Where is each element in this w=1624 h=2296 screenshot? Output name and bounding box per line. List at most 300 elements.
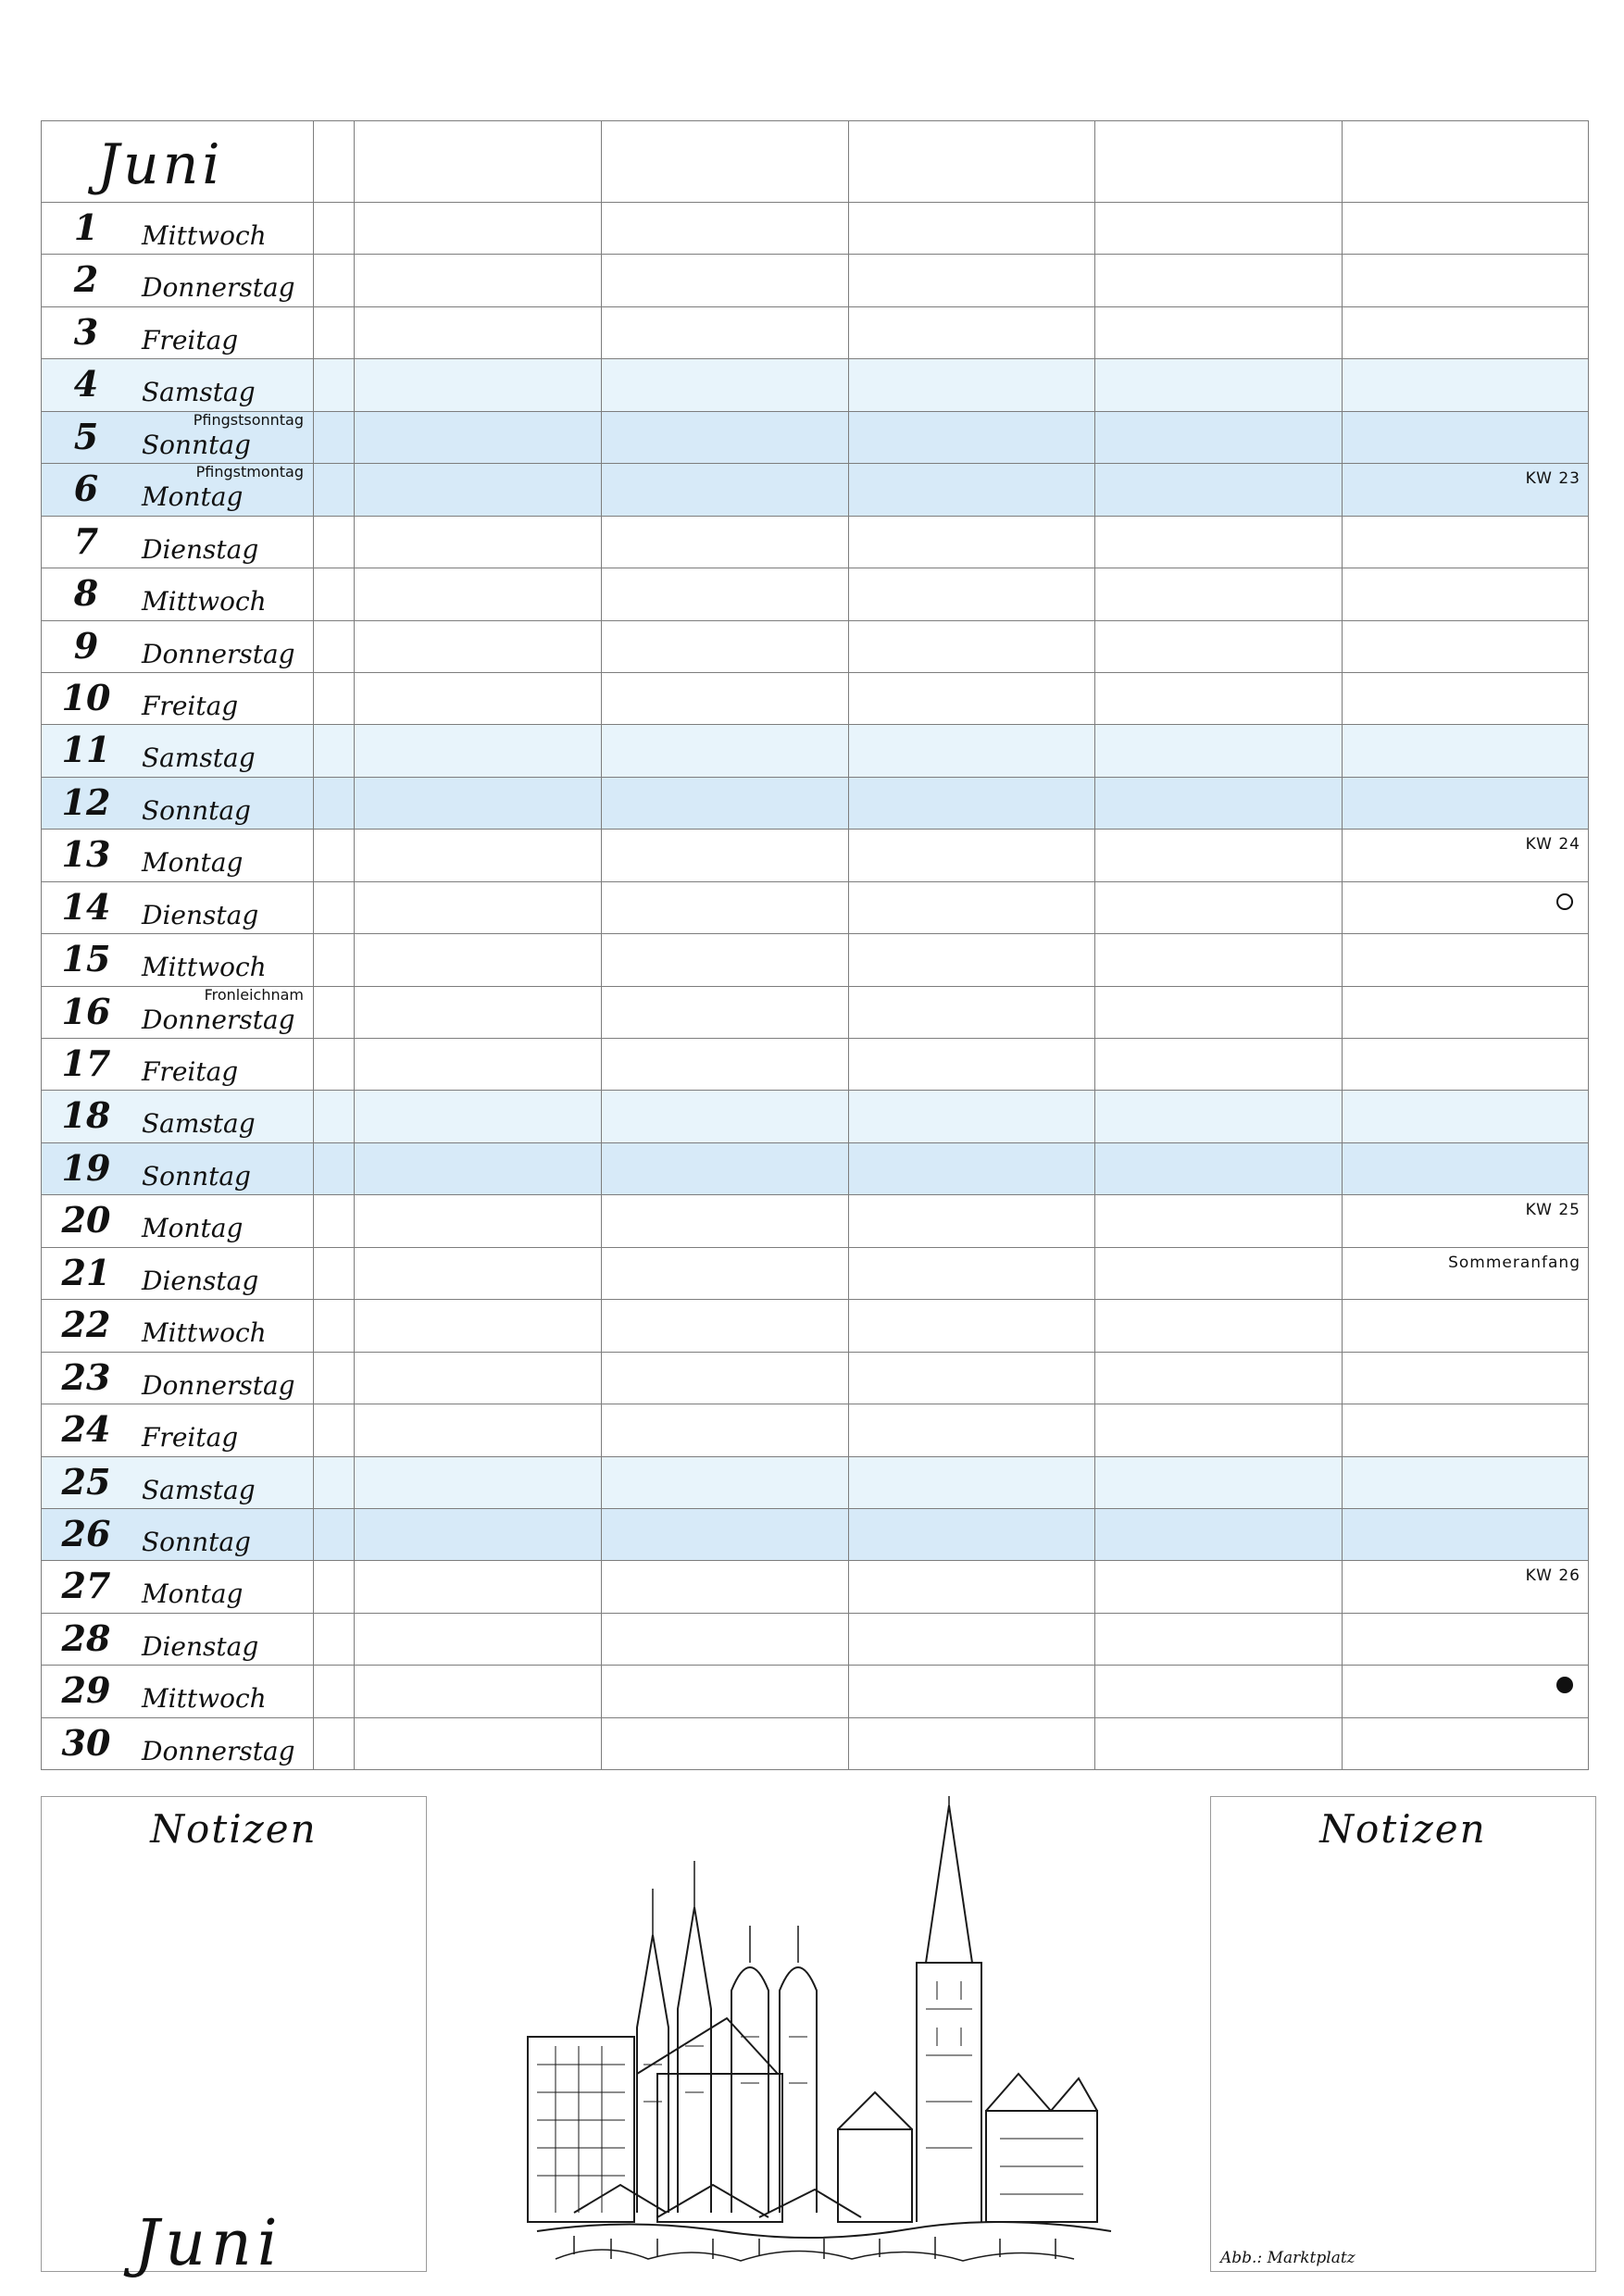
- mini-cell[interactable]: [314, 255, 355, 306]
- entry-cell-5[interactable]: [1343, 359, 1588, 410]
- entry-cell-1[interactable]: [355, 1457, 602, 1508]
- entry-cell-2[interactable]: [602, 1300, 849, 1351]
- entry-cell-2[interactable]: [602, 725, 849, 776]
- entry-cell-1[interactable]: [355, 1248, 602, 1299]
- calendar-week-label: KW 25: [1525, 1201, 1580, 1220]
- entry-cell-3[interactable]: [849, 1457, 1096, 1508]
- mini-cell[interactable]: [314, 1404, 355, 1455]
- weekday-name: Montag: [142, 481, 244, 513]
- entry-cell-3[interactable]: [849, 1666, 1096, 1716]
- entry-cell-5[interactable]: [1343, 1353, 1588, 1404]
- day-number: 13: [61, 833, 111, 876]
- entry-cell-4[interactable]: [1095, 1509, 1343, 1560]
- entry-cell-3[interactable]: [849, 934, 1096, 985]
- weekday-name: Samstag: [142, 742, 256, 774]
- entry-cell-1[interactable]: [355, 1353, 602, 1404]
- mini-cell[interactable]: [314, 464, 355, 515]
- day-number: 18: [61, 1094, 111, 1137]
- mini-cell[interactable]: [314, 987, 355, 1038]
- mini-cell[interactable]: [314, 673, 355, 724]
- mini-cell[interactable]: [314, 1091, 355, 1142]
- weekday-name: Mittwoch: [142, 952, 267, 983]
- entry-cell-5[interactable]: [1343, 307, 1588, 358]
- day-number: 12: [61, 780, 111, 823]
- entry-cell-4[interactable]: [1095, 621, 1343, 672]
- column-header-4[interactable]: [1095, 121, 1343, 202]
- entry-cell-5[interactable]: [1343, 621, 1588, 672]
- entry-cell-4[interactable]: [1095, 203, 1343, 254]
- entry-cell-1[interactable]: [355, 1039, 602, 1090]
- entry-cell-2[interactable]: [602, 882, 849, 933]
- day-row: [42, 1039, 1588, 1091]
- mini-cell[interactable]: [314, 359, 355, 410]
- day-label-cell: [42, 1404, 314, 1455]
- day-number: 22: [61, 1304, 111, 1346]
- entry-cell-3[interactable]: [849, 1718, 1096, 1769]
- mini-cell[interactable]: [314, 1614, 355, 1665]
- entry-cell-1[interactable]: [355, 778, 602, 829]
- day-number: 11: [61, 729, 111, 771]
- holiday-label: Pfingstsonntag: [193, 410, 304, 429]
- day-label-cell: [42, 1039, 314, 1090]
- entry-cell-3[interactable]: [849, 830, 1096, 880]
- entry-cell-4[interactable]: [1095, 359, 1343, 410]
- entry-cell-5[interactable]: [1343, 1561, 1588, 1612]
- entry-cell-4[interactable]: [1095, 568, 1343, 619]
- weekday-name: Sonntag: [142, 429, 251, 460]
- holiday-label: Fronleichnam: [204, 985, 304, 1004]
- entry-cell-2[interactable]: [602, 1143, 849, 1194]
- entry-cell-1[interactable]: [355, 987, 602, 1038]
- entry-cell-2[interactable]: [602, 203, 849, 254]
- entry-cell-4[interactable]: [1095, 1248, 1343, 1299]
- entry-cell-2[interactable]: [602, 673, 849, 724]
- entry-cell-3[interactable]: [849, 255, 1096, 306]
- day-label-cell: [42, 1509, 314, 1560]
- mini-cell[interactable]: [314, 882, 355, 933]
- marketplace-illustration: [518, 1796, 1139, 2277]
- entry-cell-3[interactable]: [849, 882, 1096, 933]
- day-label-cell: [42, 1143, 314, 1194]
- entry-cell-2[interactable]: [602, 1718, 849, 1769]
- entry-cell-1[interactable]: [355, 359, 602, 410]
- weekday-name: Donnerstag: [142, 272, 295, 304]
- calendar-header-row: [42, 121, 1588, 203]
- day-number: 10: [61, 676, 111, 718]
- entry-cell-2[interactable]: [602, 830, 849, 880]
- mini-cell[interactable]: [314, 568, 355, 619]
- entry-cell-2[interactable]: [602, 1091, 849, 1142]
- entry-cell-4[interactable]: [1095, 882, 1343, 933]
- day-number: 24: [61, 1408, 111, 1451]
- day-row: [42, 307, 1588, 359]
- day-label-cell: [42, 1091, 314, 1142]
- entry-cell-5[interactable]: [1343, 568, 1588, 619]
- weekday-name: Freitag: [142, 1056, 239, 1087]
- entry-cell-1[interactable]: [355, 1404, 602, 1455]
- entry-cell-1[interactable]: [355, 830, 602, 880]
- day-label-cell: [42, 464, 314, 515]
- entry-cell-1[interactable]: [355, 203, 602, 254]
- mini-cell[interactable]: [314, 1561, 355, 1612]
- mini-cell[interactable]: [314, 1718, 355, 1769]
- day-label-cell: [42, 1561, 314, 1612]
- day-number: 23: [61, 1355, 111, 1398]
- day-number: 3: [73, 310, 99, 353]
- day-number: 8: [73, 572, 99, 615]
- weekday-name: Sonntag: [142, 1160, 251, 1192]
- entry-cell-4[interactable]: [1095, 987, 1343, 1038]
- entry-cell-1[interactable]: [355, 1300, 602, 1351]
- mini-cell[interactable]: [314, 1039, 355, 1090]
- entry-cell-2[interactable]: [602, 1353, 849, 1404]
- weekday-name: Freitag: [142, 324, 239, 356]
- day-number: 2: [73, 258, 99, 301]
- entry-cell-5[interactable]: [1343, 934, 1588, 985]
- entry-cell-2[interactable]: [602, 1666, 849, 1716]
- day-row: [42, 1718, 1588, 1770]
- entry-cell-1[interactable]: [355, 255, 602, 306]
- day-row: [42, 725, 1588, 777]
- entry-cell-2[interactable]: [602, 412, 849, 463]
- entry-cell-3[interactable]: [849, 1143, 1096, 1194]
- entry-cell-2[interactable]: [602, 359, 849, 410]
- weekday-name: Montag: [142, 1578, 244, 1610]
- weekday-name: Donnerstag: [142, 1369, 295, 1401]
- entry-cell-4[interactable]: [1095, 1614, 1343, 1665]
- entry-cell-1[interactable]: [355, 934, 602, 985]
- entry-cell-1[interactable]: [355, 412, 602, 463]
- entry-cell-5[interactable]: [1343, 1143, 1588, 1194]
- day-label-cell: [42, 830, 314, 880]
- entry-cell-1[interactable]: [355, 517, 602, 568]
- entry-cell-4[interactable]: [1095, 934, 1343, 985]
- notes-box-right[interactable]: [1210, 1796, 1596, 2272]
- mini-cell[interactable]: [314, 1509, 355, 1560]
- entry-cell-2[interactable]: [602, 1509, 849, 1560]
- day-row: [42, 1195, 1588, 1247]
- entry-cell-3[interactable]: [849, 1248, 1096, 1299]
- entry-cell-4[interactable]: [1095, 1666, 1343, 1716]
- day-number: 27: [61, 1565, 111, 1607]
- entry-cell-1[interactable]: [355, 621, 602, 672]
- entry-cell-3[interactable]: [849, 568, 1096, 619]
- entry-cell-1[interactable]: [355, 725, 602, 776]
- day-number: 4: [73, 363, 99, 406]
- entry-cell-5[interactable]: [1343, 673, 1588, 724]
- day-label-cell: [42, 1457, 314, 1508]
- entry-cell-4[interactable]: [1095, 1143, 1343, 1194]
- entry-cell-1[interactable]: [355, 568, 602, 619]
- entry-cell-4[interactable]: [1095, 1404, 1343, 1455]
- day-row: [42, 882, 1588, 934]
- entry-cell-2[interactable]: [602, 1561, 849, 1612]
- day-row: [42, 1091, 1588, 1142]
- entry-cell-1[interactable]: [355, 1143, 602, 1194]
- day-number: 7: [73, 519, 99, 562]
- mini-cell[interactable]: [314, 203, 355, 254]
- day-number: 6: [73, 468, 99, 510]
- day-row: [42, 517, 1588, 568]
- entry-cell-3[interactable]: [849, 725, 1096, 776]
- notes-title-left: Notizen: [150, 1806, 318, 1852]
- day-number: 9: [73, 624, 99, 667]
- entry-cell-2[interactable]: [602, 1404, 849, 1455]
- entry-cell-5[interactable]: [1343, 1039, 1588, 1090]
- day-row: [42, 934, 1588, 986]
- entry-cell-5[interactable]: [1343, 1614, 1588, 1665]
- day-label-cell: [42, 1718, 314, 1769]
- month-cell: [42, 121, 314, 202]
- entry-cell-3[interactable]: [849, 517, 1096, 568]
- entry-cell-4[interactable]: [1095, 1091, 1343, 1142]
- entry-cell-5[interactable]: [1343, 778, 1588, 829]
- day-row: [42, 621, 1588, 673]
- mini-cell[interactable]: [314, 517, 355, 568]
- day-label-cell: [42, 1353, 314, 1404]
- entry-cell-5[interactable]: [1343, 987, 1588, 1038]
- entry-cell-2[interactable]: [602, 517, 849, 568]
- day-label-cell: [42, 517, 314, 568]
- column-header-1[interactable]: [355, 121, 602, 202]
- entry-cell-5[interactable]: [1343, 1195, 1588, 1246]
- entry-cell-2[interactable]: [602, 568, 849, 619]
- mini-cell[interactable]: [314, 934, 355, 985]
- entry-cell-5[interactable]: [1343, 830, 1588, 880]
- calendar-week-label: KW 23: [1525, 469, 1580, 489]
- entry-cell-4[interactable]: [1095, 1457, 1343, 1508]
- entry-cell-1[interactable]: [355, 1195, 602, 1246]
- weekday-name: Freitag: [142, 690, 239, 721]
- day-label-cell: [42, 934, 314, 985]
- column-header-3[interactable]: [849, 121, 1096, 202]
- day-number: 29: [61, 1669, 111, 1712]
- entry-cell-4[interactable]: [1095, 673, 1343, 724]
- entry-cell-2[interactable]: [602, 778, 849, 829]
- entry-cell-5[interactable]: [1343, 882, 1588, 933]
- mini-cell[interactable]: [314, 1143, 355, 1194]
- day-row: [42, 1248, 1588, 1300]
- day-label-cell: [42, 568, 314, 619]
- entry-cell-1[interactable]: [355, 1718, 602, 1769]
- entry-cell-4[interactable]: [1095, 1561, 1343, 1612]
- day-number: 25: [61, 1460, 111, 1503]
- day-row: [42, 987, 1588, 1039]
- entry-cell-3[interactable]: [849, 1404, 1096, 1455]
- entry-cell-1[interactable]: [355, 1614, 602, 1665]
- entry-cell-3[interactable]: [849, 621, 1096, 672]
- day-label-cell: [42, 203, 314, 254]
- entry-cell-1[interactable]: [355, 882, 602, 933]
- column-header-2[interactable]: [602, 121, 849, 202]
- mini-cell[interactable]: [314, 1195, 355, 1246]
- entry-cell-3[interactable]: [849, 1300, 1096, 1351]
- entry-cell-1[interactable]: [355, 1561, 602, 1612]
- entry-cell-3[interactable]: [849, 778, 1096, 829]
- day-row: [42, 1666, 1588, 1717]
- day-number: 21: [61, 1251, 111, 1293]
- entry-cell-1[interactable]: [355, 464, 602, 515]
- entry-cell-5[interactable]: [1343, 1404, 1588, 1455]
- entry-cell-3[interactable]: [849, 987, 1096, 1038]
- entry-cell-5[interactable]: [1343, 412, 1588, 463]
- weekday-name: Mittwoch: [142, 586, 267, 618]
- mini-cell[interactable]: [314, 1666, 355, 1716]
- entry-cell-5[interactable]: [1343, 464, 1588, 515]
- entry-cell-2[interactable]: [602, 1195, 849, 1246]
- entry-cell-4[interactable]: [1095, 464, 1343, 515]
- entry-cell-1[interactable]: [355, 673, 602, 724]
- day-row: [42, 255, 1588, 306]
- calendar-week-label: KW 26: [1525, 1566, 1580, 1586]
- entry-cell-1[interactable]: [355, 1509, 602, 1560]
- mini-column-header[interactable]: [314, 121, 355, 202]
- weekday-name: Samstag: [142, 1474, 256, 1505]
- day-label-cell: [42, 359, 314, 410]
- day-label-cell: [42, 621, 314, 672]
- day-label-cell: [42, 673, 314, 724]
- day-row: [42, 1404, 1588, 1456]
- mini-cell[interactable]: [314, 1300, 355, 1351]
- entry-cell-3[interactable]: [849, 203, 1096, 254]
- entry-cell-4[interactable]: [1095, 307, 1343, 358]
- entry-cell-3[interactable]: [849, 1509, 1096, 1560]
- day-label-cell: [42, 725, 314, 776]
- column-header-5[interactable]: [1343, 121, 1588, 202]
- weekday-name: Freitag: [142, 1422, 239, 1454]
- mini-cell[interactable]: [314, 778, 355, 829]
- entry-cell-4[interactable]: [1095, 255, 1343, 306]
- entry-cell-4[interactable]: [1095, 1039, 1343, 1090]
- day-row: [42, 359, 1588, 411]
- weekday-name: Donnerstag: [142, 1735, 295, 1766]
- full-moon-icon: [1556, 1677, 1573, 1693]
- day-row: [42, 778, 1588, 830]
- day-row: [42, 830, 1588, 881]
- entry-cell-3[interactable]: [849, 1039, 1096, 1090]
- entry-cell-4[interactable]: [1095, 1718, 1343, 1769]
- day-row: [42, 1353, 1588, 1404]
- calendar-grid: [41, 120, 1589, 1770]
- entry-cell-5[interactable]: [1343, 725, 1588, 776]
- entry-cell-4[interactable]: [1095, 1353, 1343, 1404]
- day-label-cell: [42, 412, 314, 463]
- new-moon-icon: [1556, 893, 1573, 910]
- entry-cell-3[interactable]: [849, 1091, 1096, 1142]
- entry-cell-2[interactable]: [602, 1457, 849, 1508]
- mini-cell[interactable]: [314, 307, 355, 358]
- day-number: 28: [61, 1616, 111, 1659]
- entry-cell-5[interactable]: [1343, 1300, 1588, 1351]
- weekday-name: Montag: [142, 847, 244, 879]
- entry-cell-2[interactable]: [602, 934, 849, 985]
- entry-cell-4[interactable]: [1095, 517, 1343, 568]
- entry-cell-3[interactable]: [849, 412, 1096, 463]
- mini-cell[interactable]: [314, 1457, 355, 1508]
- weekday-name: Dienstag: [142, 533, 259, 565]
- calendar-week-label: KW 24: [1525, 835, 1580, 855]
- mini-cell[interactable]: [314, 621, 355, 672]
- mini-cell[interactable]: [314, 830, 355, 880]
- entry-cell-4[interactable]: [1095, 1195, 1343, 1246]
- holiday-label: Pfingstmontag: [195, 463, 304, 481]
- day-row: [42, 568, 1588, 620]
- day-row: [42, 1614, 1588, 1666]
- entry-cell-4[interactable]: [1095, 830, 1343, 880]
- mini-cell[interactable]: [314, 1353, 355, 1404]
- season-note: Sommeranfang: [1448, 1253, 1580, 1272]
- entry-cell-1[interactable]: [355, 307, 602, 358]
- entry-cell-5[interactable]: [1343, 1091, 1588, 1142]
- entry-cell-3[interactable]: [849, 1614, 1096, 1665]
- illustration-caption: Abb.: Marktplatz: [1220, 2249, 1355, 2267]
- entry-cell-2[interactable]: [602, 464, 849, 515]
- entry-cell-2[interactable]: [602, 307, 849, 358]
- entry-cell-2[interactable]: [602, 1248, 849, 1299]
- entry-cell-3[interactable]: [849, 1353, 1096, 1404]
- entry-cell-2[interactable]: [602, 1614, 849, 1665]
- entry-cell-1[interactable]: [355, 1666, 602, 1716]
- entry-cell-4[interactable]: [1095, 725, 1343, 776]
- day-label-cell: [42, 307, 314, 358]
- entry-cell-5[interactable]: [1343, 1248, 1588, 1299]
- day-label-cell: [42, 1614, 314, 1665]
- entry-cell-3[interactable]: [849, 1195, 1096, 1246]
- entry-cell-3[interactable]: [849, 307, 1096, 358]
- entry-cell-5[interactable]: [1343, 517, 1588, 568]
- weekday-name: Dienstag: [142, 1265, 259, 1296]
- day-label-cell: [42, 1300, 314, 1351]
- bottom-month-title: Juni: [134, 2207, 283, 2280]
- entry-cell-4[interactable]: [1095, 412, 1343, 463]
- weekday-name: Samstag: [142, 1108, 256, 1140]
- mini-cell[interactable]: [314, 725, 355, 776]
- entry-cell-2[interactable]: [602, 621, 849, 672]
- day-label-cell: [42, 1248, 314, 1299]
- weekday-name: Donnerstag: [142, 638, 295, 669]
- day-label-cell: [42, 1666, 314, 1716]
- weekday-name: Sonntag: [142, 1526, 251, 1557]
- mini-cell[interactable]: [314, 1248, 355, 1299]
- entry-cell-2[interactable]: [602, 987, 849, 1038]
- day-label-cell: [42, 255, 314, 306]
- mini-cell[interactable]: [314, 412, 355, 463]
- day-row: [42, 412, 1588, 464]
- day-number: 30: [61, 1721, 111, 1764]
- entry-cell-5[interactable]: [1343, 1509, 1588, 1560]
- entry-cell-3[interactable]: [849, 1561, 1096, 1612]
- entry-cell-5[interactable]: [1343, 255, 1588, 306]
- entry-cell-3[interactable]: [849, 359, 1096, 410]
- day-label-cell: [42, 778, 314, 829]
- entry-cell-4[interactable]: [1095, 1300, 1343, 1351]
- entry-cell-2[interactable]: [602, 255, 849, 306]
- entry-cell-5[interactable]: [1343, 1666, 1588, 1716]
- notes-box-left[interactable]: [41, 1796, 427, 2280]
- day-row: [42, 1561, 1588, 1613]
- weekday-name: Montag: [142, 1213, 244, 1244]
- day-row: [42, 1143, 1588, 1195]
- entry-cell-2[interactable]: [602, 1039, 849, 1090]
- entry-cell-1[interactable]: [355, 1091, 602, 1142]
- entry-cell-3[interactable]: [849, 464, 1096, 515]
- entry-cell-3[interactable]: [849, 673, 1096, 724]
- entry-cell-5[interactable]: [1343, 1718, 1588, 1769]
- entry-cell-4[interactable]: [1095, 778, 1343, 829]
- entry-cell-5[interactable]: [1343, 203, 1588, 254]
- day-label-cell: [42, 987, 314, 1038]
- entry-cell-5[interactable]: [1343, 1457, 1588, 1508]
